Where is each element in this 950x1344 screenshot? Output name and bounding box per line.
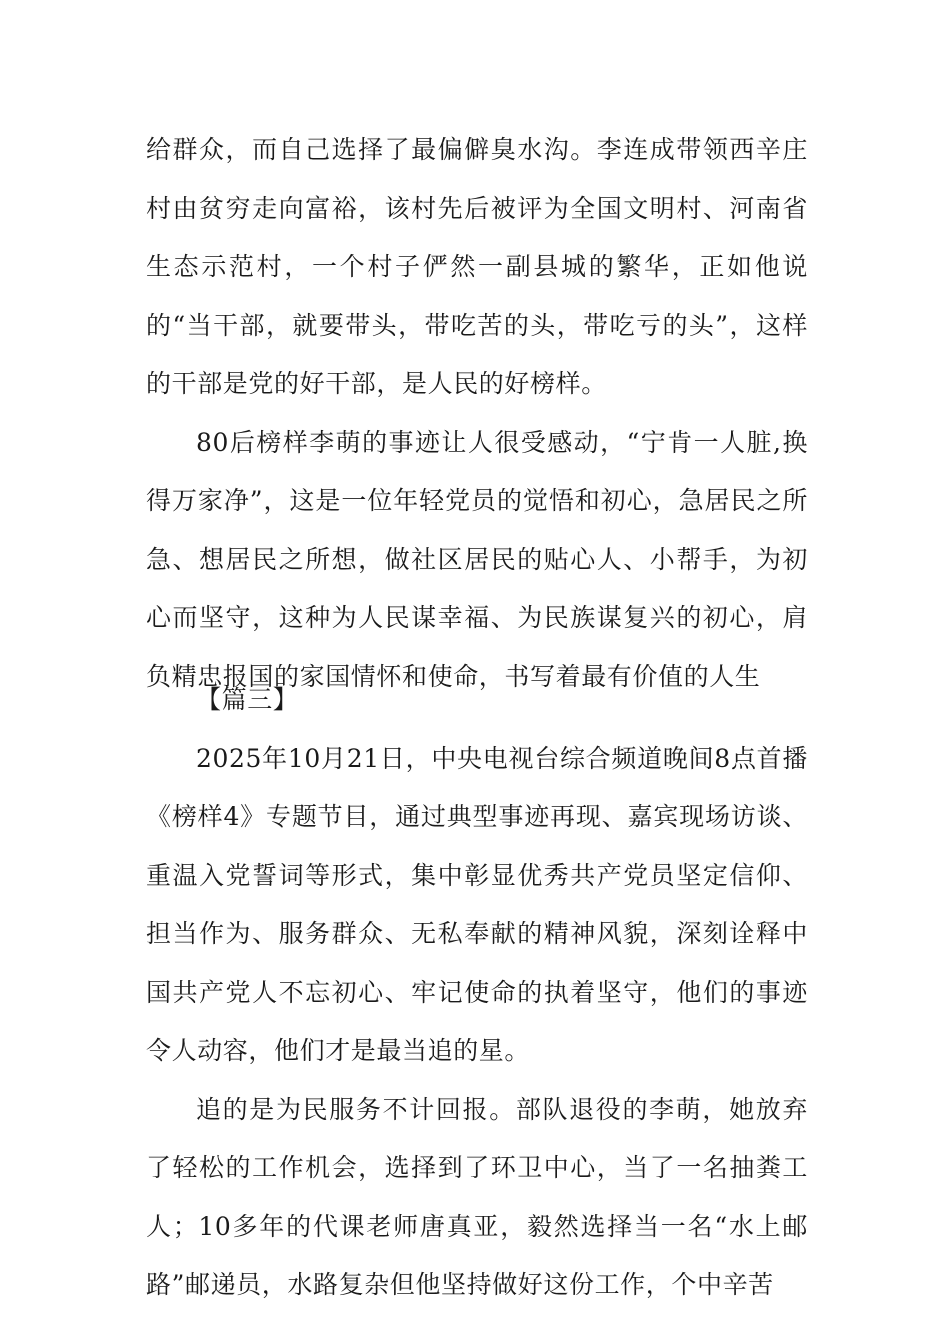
paragraph-continued: 给群众，而自己选择了最偏僻臭水沟。李连成带领西辛庄村由贫穷走向富裕，该村先后被评为全国文明村、河南省生态示范村，一个村子俨然一副县城的繁华，正如他说的“当干部，就要带头，带吃苦的头，带吃亏的头”，这样的干部是党的好干部，是人民的好榜样。 (146, 135, 808, 398)
paragraph-broadcast: 2025年10月21日，中央电视台综合频道晚间8点首播《榜样4》专题节目，通过典型事迹再现、嘉宾现场访谈、重温入党誓词等形式，集中彰显优秀共产党员坚定信仰、担当作为、服务群众、无私奉献的精神风貌，深刻诠释中国共产党人不忘初心、牢记使命的执着坚守，他们的事迹令人动容，他们才是最当追的星。 (146, 743, 808, 1065)
paragraph-service: 追的是为民服务不计回报。部队退役的李萌，她放弃了轻松的工作机会，选择到了环卫中心，当了一名抽粪工人；10多年的代课老师唐真亚，毅然选择当一名“水上邮路”邮递员，水路复杂但他坚持做好这份工作，个中辛苦 (146, 1094, 808, 1299)
text-section-continued (146, 121, 808, 706)
section-heading: 【篇三】 (196, 685, 299, 714)
text-section-part-three (146, 671, 808, 1315)
paragraph-li-meng: 80后榜样李萌的事迹让人很受感动，“宁肯一人脏,换得万家净”，这是一位年轻党员的觉悟和初心，急居民之所急、想居民之所想，做社区居民的贴心人、小帮手，为初心而坚守，这种为人民谋幸福、为民族谋复兴的初心，肩负精忠报国的家国情怀和使命，书写着最有价值的人生 (146, 427, 808, 691)
